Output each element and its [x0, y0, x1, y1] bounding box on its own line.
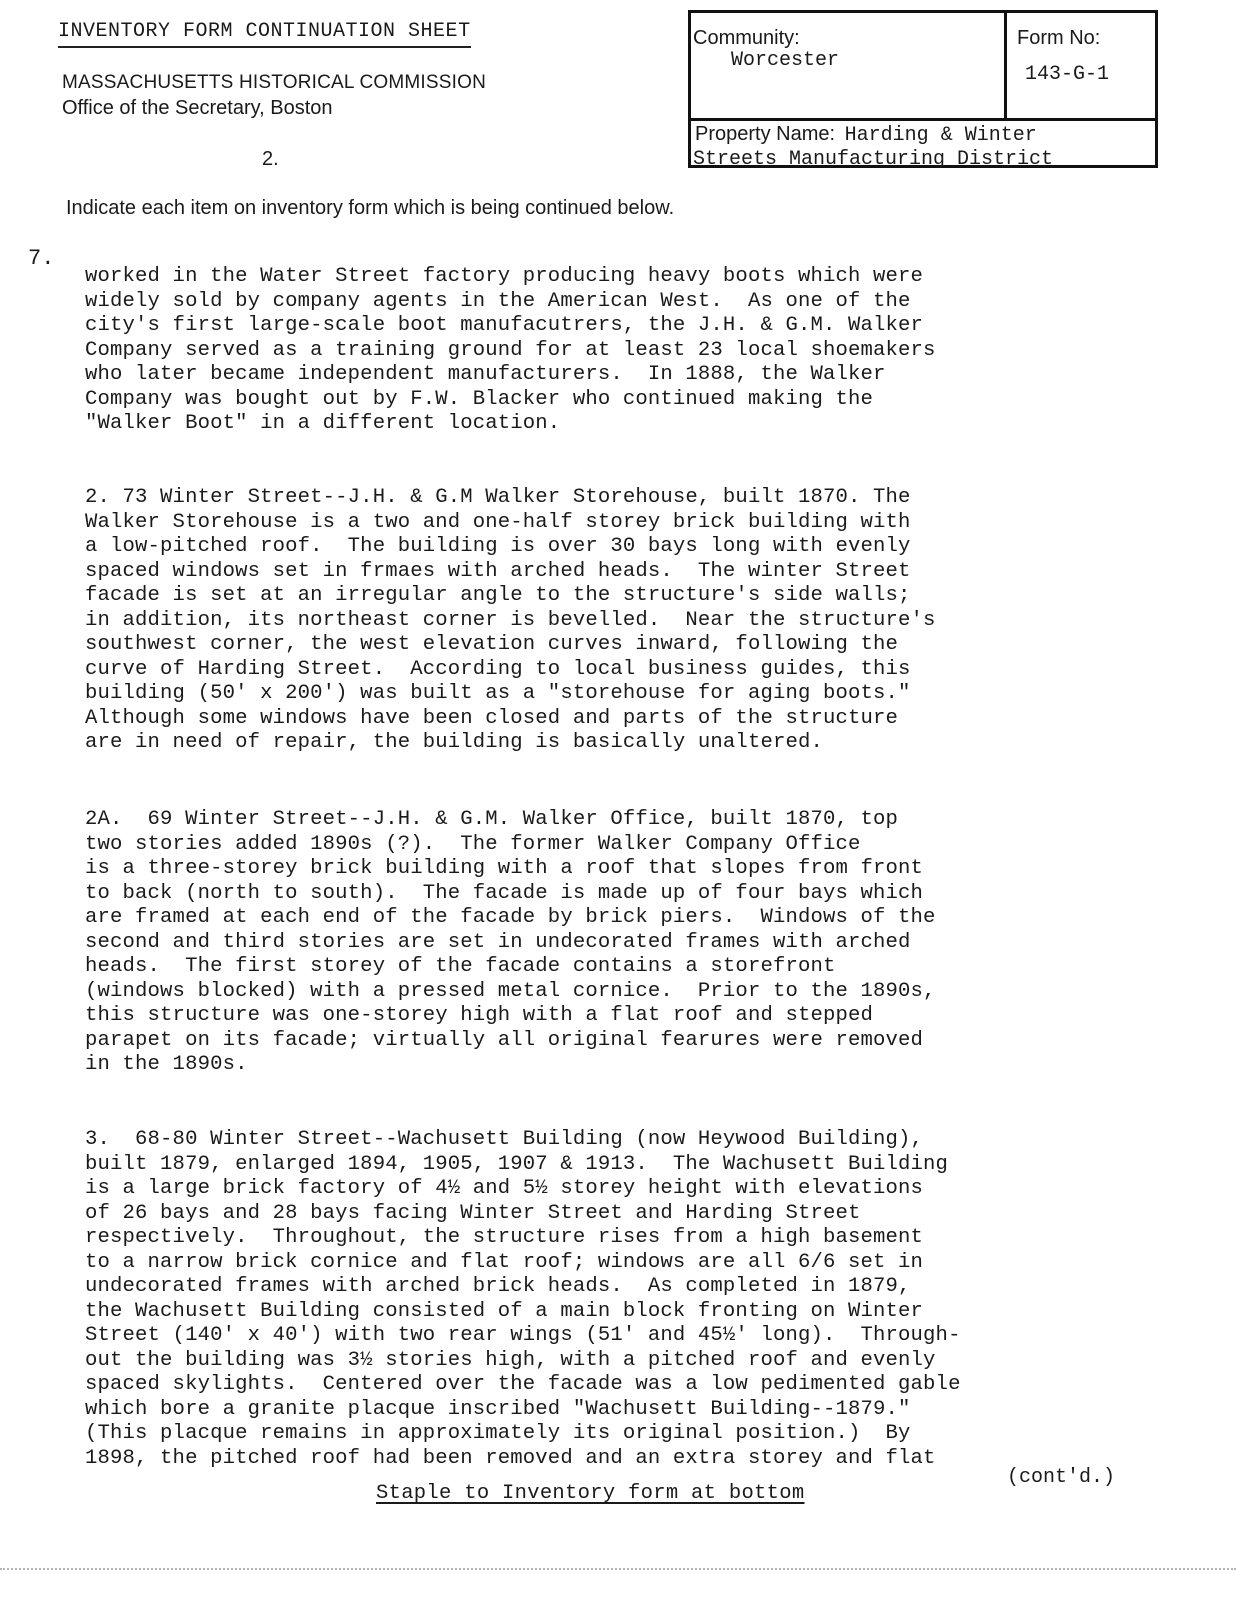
form-no-label: Form No: [1017, 27, 1101, 49]
community-label: Community: [693, 27, 800, 49]
form-no-value: 143-G-1 [1025, 63, 1110, 86]
property-label: Property Name: [695, 123, 836, 145]
form-no-cell [1007, 13, 1155, 121]
property-name [695, 123, 1053, 172]
instruction-text: Indicate each item on inventory form which is being continued below. [66, 197, 675, 219]
paragraph-walker-storehouse: 2. 73 Winter Street--J.H. & G.M Walker Storehouse, built 1870. The Walker Storehouse is a two and one-half storey brick building with a low-pitched roof. The building is over 30 bays long with evenly spaced windows set in frmaes with arched heads. The winter Street facade is set at an irregular angle to the structure's side walls; in addition, its northeast corner is bevelled. Near the structure's southwest corner, the west elevation curves inward, following the curve of Harding Street. According to local business guides, this building (50' x 200') was built as a "storehouse for aging boots." Although some windows have been closed and parts of the structure are in need of repair, the building is basically unaltered. [85, 486, 936, 754]
item-number: 7. [28, 246, 55, 271]
community-value: Worcester [731, 49, 840, 72]
staple-instruction: Staple to Inventory form at bottom [376, 1482, 805, 1505]
property-value-line2: Streets Manufacturing District [693, 148, 1054, 171]
form-title: INVENTORY FORM CONTINUATION SHEET [58, 20, 471, 48]
info-box [688, 10, 1158, 171]
continued-note: (cont'd.) [1007, 1466, 1116, 1489]
property-value-line1: Harding & Winter [844, 124, 1037, 147]
community-cell [691, 13, 1007, 121]
paragraph-walker-office: 2A. 69 Winter Street--J.H. & G.M. Walker Office, built 1870, top two stories added 1890s (?). The former Walker Company Office is a three-storey brick building with a roof that slopes from front to back (north to south). The facade is made up of four bays which are framed at each end of the facade by brick piers. Windows of the second and third stories are set in undecorated frames with arched heads. The first storey of the facade contains a storefront (windows blocked) with a pressed metal cornice. Prior to the 1890s, this structure was one-storey high with a flat roof and stepped parapet on its facade; virtually all original fearures were removed in the 1890s. [85, 808, 936, 1076]
paragraph-wachusett-building: 3. 68-80 Winter Street--Wachusett Building (now Heywood Building), built 1879, enlarged 1894, 1905, 1907 & 1913. The Wachusett Building is a large brick factory of 4½ and 5½ storey height with elevations of 26 bays and 28 bays facing Winter Street and Harding Street respectively. Throughout, the structure rises from a high basement to a narrow brick cornice and flat roof; windows are all 6/6 set in undecorated frames with arched brick heads. As completed in 1879, the Wachusett Building consisted of a main block fronting on Winter Street (140' x 40') with two rear wings (51' and 45½' long). Through- out the building was 3½ stories high, with a pitched roof and evenly spaced skylights. Centered over the facade was a low pedimented gable which bore a granite placque inscribed "Wachusett Building--1879." (This placque remains in approximately its original position.) By 1898, the pitched roof had been removed and an extra storey and flat [85, 1128, 961, 1470]
commission-name: MASSACHUSETTS HISTORICAL COMMISSION [62, 72, 486, 93]
scan-edge-line [0, 1568, 1236, 1570]
office-name: Office of the Secretary, Boston [62, 97, 333, 119]
page-number: 2. [262, 148, 279, 170]
paragraph-walker-company: worked in the Water Street factory producing heavy boots which were widely sold by company agents in the American West. As one of the city's first large-scale boot manufacutrers, the J.H. & G.M. Walker Company served as a training ground for at least 23 local shoemakers who later became independent manufacturers. In 1888, the Walker Company was bought out by F.W. Blacker who continued making the "Walker Boot" in a different location. [85, 265, 936, 435]
